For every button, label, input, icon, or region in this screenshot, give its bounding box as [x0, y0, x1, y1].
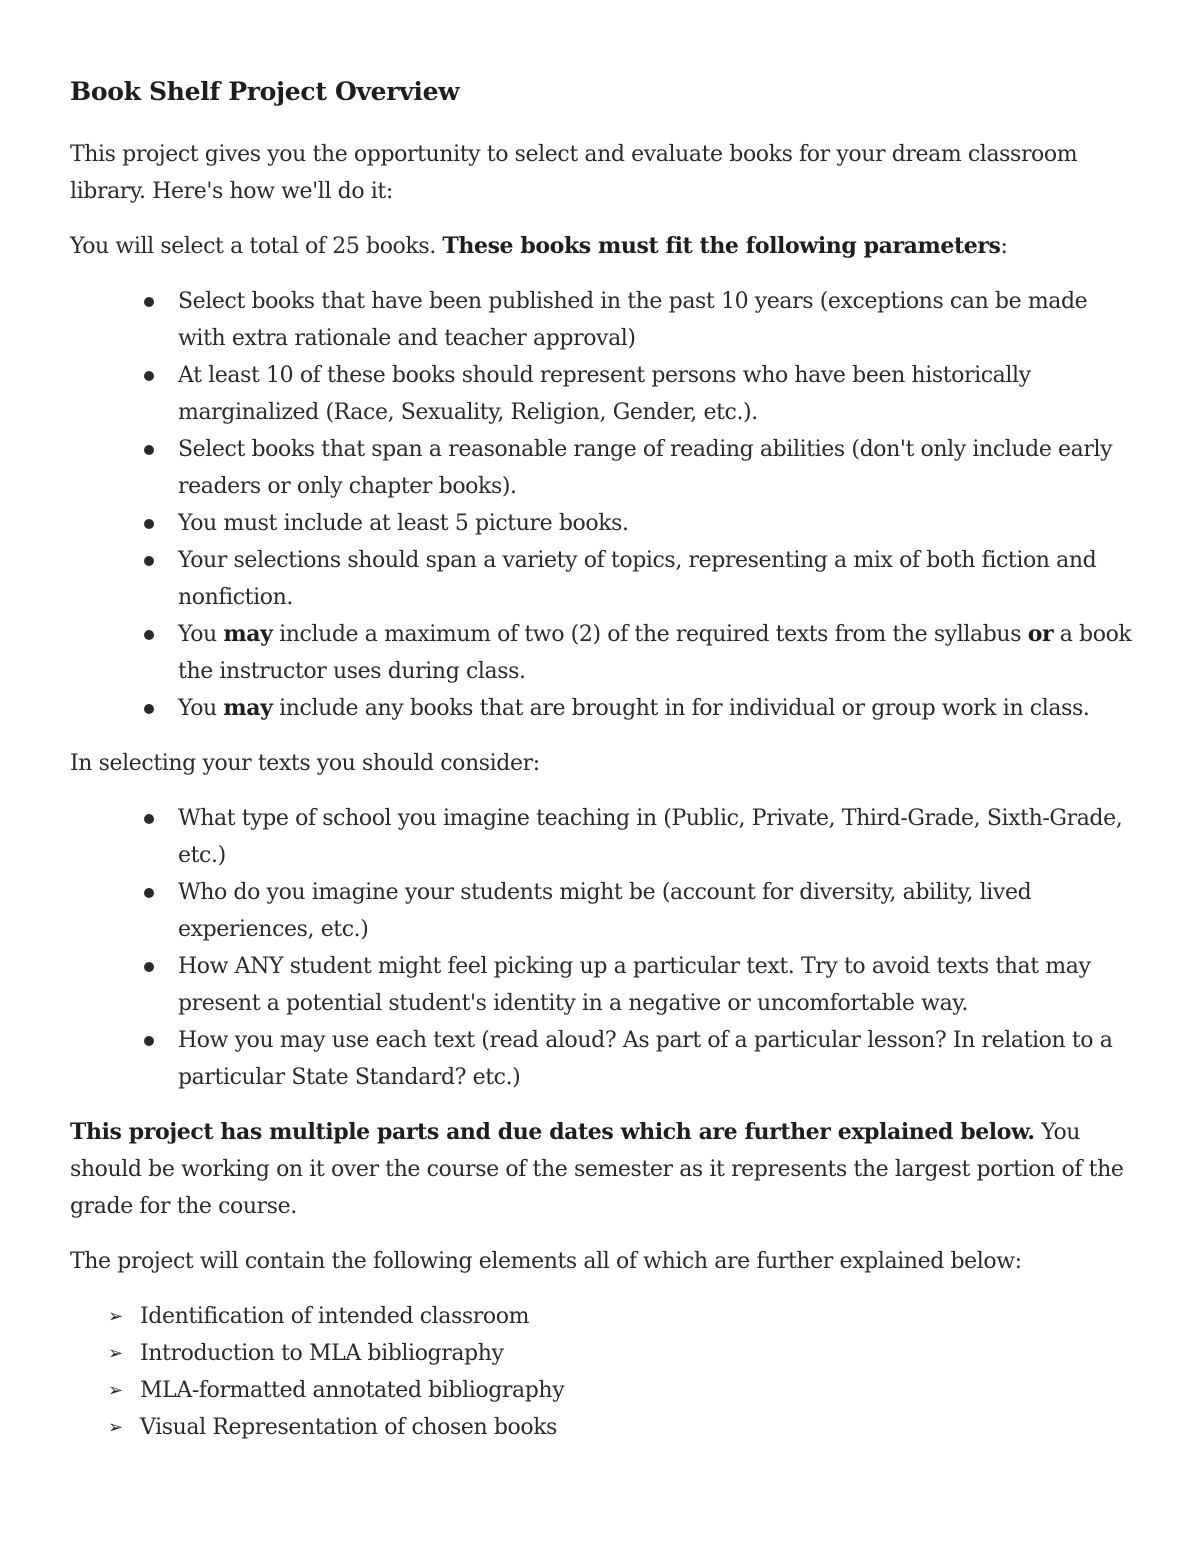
bullet-icon [144, 371, 154, 381]
item-text: Visual Representation of chosen books [140, 1415, 558, 1440]
parameter-item [178, 357, 1140, 431]
element-item [108, 1335, 1140, 1372]
consider-heading: In selecting your texts you should consider: [70, 751, 540, 776]
item-text: You must include at least 5 picture books. [178, 511, 629, 536]
item-text: How you may use each text (read aloud? As part of a particular lesson? In relation to a particular State Standard? etc.) [178, 1028, 1113, 1090]
item-text: Identification of intended classroom [140, 1304, 530, 1329]
selection-text: You will select a total of 25 books. [70, 234, 443, 259]
bullet-icon [144, 519, 154, 529]
arrow-bullet-icon: ➢ [108, 1380, 123, 1401]
element-item [108, 1298, 1140, 1335]
item-text: MLA-formatted annotated bibliography [140, 1378, 565, 1403]
item-text: Who do you imagine your students might be (account for diversity, ability, lived experiences, etc.) [178, 880, 1032, 942]
elements-list [70, 1298, 1140, 1446]
emphasis-text: may [223, 695, 273, 721]
bullet-icon [144, 704, 154, 714]
emphasis-text: may [223, 621, 273, 647]
parts-paragraph [70, 1114, 1140, 1225]
parameters-list [70, 283, 1140, 727]
parts-text: You should be working on it over the course of the semester as it represents the largest portion of the grade for the course. [70, 1120, 1124, 1219]
item-text: You [178, 696, 224, 721]
element-item [108, 1372, 1140, 1409]
page-title: Book Shelf Project Overview [70, 77, 460, 106]
bullet-icon [144, 445, 154, 455]
item-text: What type of school you imagine teaching in (Public, Private, Third-Grade, Sixth-Grade, etc.) [178, 806, 1123, 868]
item-text: a book the instructor uses during class. [178, 622, 1132, 684]
bullet-icon [144, 1036, 154, 1046]
bullet-icon [144, 962, 154, 972]
parameter-item [178, 505, 1140, 542]
parameter-item [178, 283, 1140, 357]
item-text: Your selections should span a variety of topics, representing a mix of both fiction and nonfiction. [178, 548, 1097, 610]
parameter-item [178, 431, 1140, 505]
consideration-item [178, 874, 1140, 948]
element-item [108, 1409, 1140, 1446]
parameter-item [178, 616, 1140, 690]
considerations-list [70, 800, 1140, 1096]
intro-paragraph: This project gives you the opportunity to select and evaluate books for your dream classroom library. Here's how we'll do it: [70, 142, 1078, 204]
item-text: How ANY student might feel picking up a particular text. Try to avoid texts that may present a potential student's identity in a negative or uncomfortable way. [178, 954, 1091, 1016]
consideration-item [178, 800, 1140, 874]
bullet-icon [144, 630, 154, 640]
selection-bold: These books must fit the following parameters [442, 233, 1001, 259]
consideration-item [178, 948, 1140, 1022]
bullet-icon [144, 556, 154, 566]
selection-requirement [70, 228, 1140, 265]
bullet-icon [144, 888, 154, 898]
parts-bold: This project has multiple parts and due dates which are further explained below. [70, 1119, 1035, 1145]
item-text: include a maximum of two (2) of the required texts from the syllabus [272, 622, 1028, 647]
arrow-bullet-icon: ➢ [108, 1343, 123, 1364]
parameter-item [178, 690, 1140, 727]
consideration-item [178, 1022, 1140, 1096]
arrow-bullet-icon: ➢ [108, 1306, 123, 1327]
elements-heading: The project will contain the following elements all of which are further explained below: [70, 1249, 1022, 1274]
parameter-item [178, 542, 1140, 616]
emphasis-text: or [1027, 621, 1054, 647]
item-text: include any books that are brought in for individual or group work in class. [272, 696, 1090, 721]
bullet-icon [144, 814, 154, 824]
item-text: You [178, 622, 224, 647]
document-page [70, 74, 1140, 1446]
item-text: Introduction to MLA bibliography [140, 1341, 504, 1366]
item-text: Select books that have been published in the past 10 years (exceptions can be made with extra rationale and teacher approval) [178, 289, 1088, 351]
selection-suffix: : [1000, 234, 1008, 259]
arrow-bullet-icon: ➢ [108, 1417, 123, 1438]
item-text: At least 10 of these books should represent persons who have been historically marginalized (Race, Sexuality, Religion, Gender, etc.). [178, 363, 1031, 425]
item-text: Select books that span a reasonable range of reading abilities (don't only include early readers or only chapter books). [178, 437, 1113, 499]
bullet-icon [144, 297, 154, 307]
